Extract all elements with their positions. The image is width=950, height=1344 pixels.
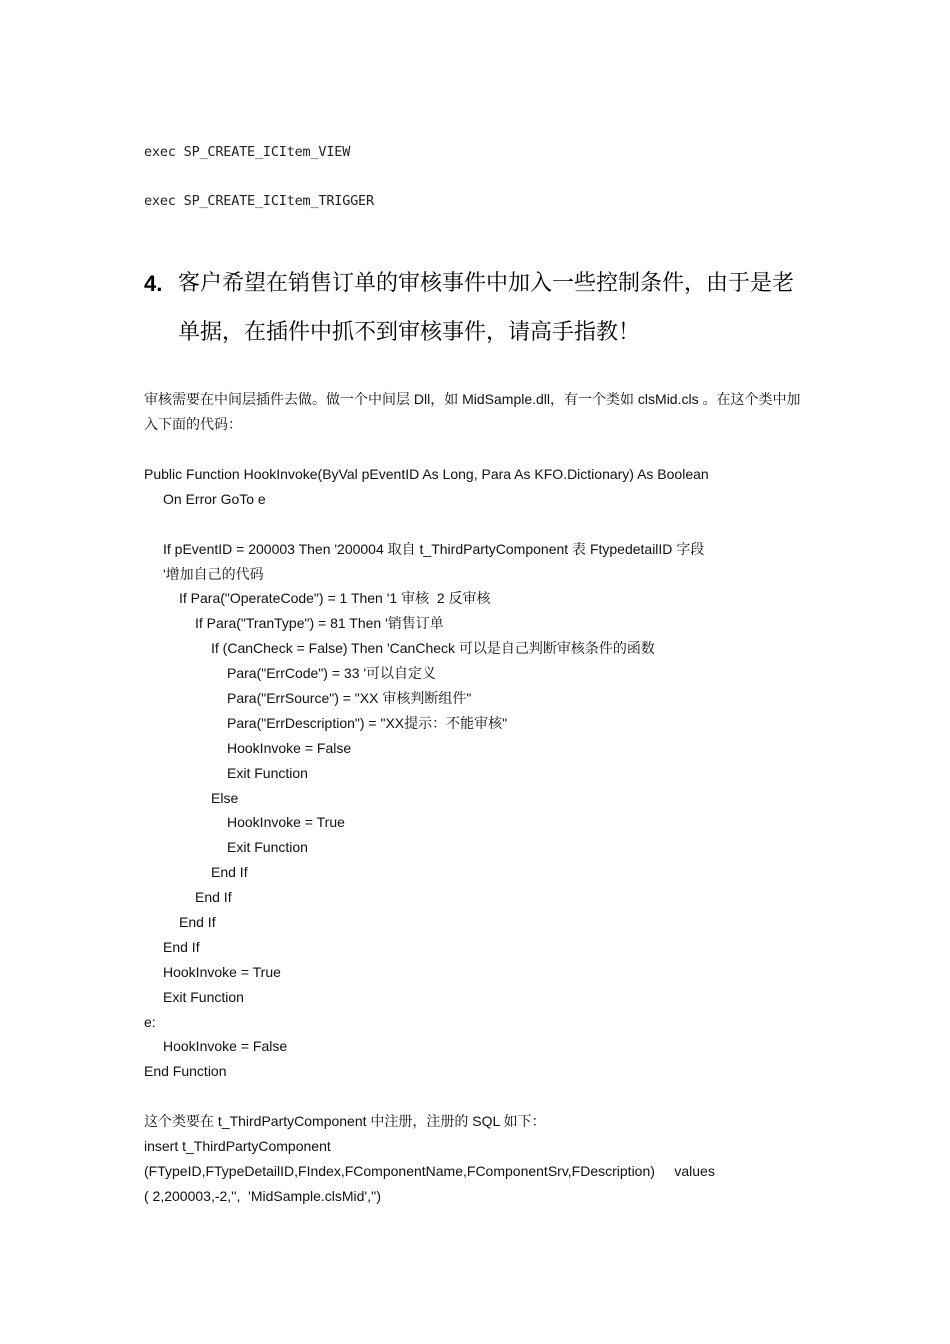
code-line: If pEventID = 200003 Then '200004 取自 t_ThirdPartyComponent 表 FtypedetailID 字段 (163, 540, 705, 557)
code-line: Public Function HookInvoke(ByVal pEventID As Long, Para As KFO.Dictionary) As Boolean (144, 466, 709, 482)
code-line: End If (163, 938, 200, 955)
code-line: Para("ErrDescription") = "XX提示：不能审核" (227, 714, 508, 731)
registration-sql-line-1: insert t_ThirdPartyComponent (144, 1138, 331, 1154)
code-line: Exit Function (163, 988, 244, 1005)
code-line: If Para("TranType") = 81 Then '销售订单 (195, 615, 444, 632)
code-line: End If (195, 889, 232, 906)
code-line: End Function (144, 1063, 227, 1080)
registration-sql-line-2: (FTypeID,FTypeDetailID,FIndex,FComponentName,FComponentSrv,FDescription) values (144, 1163, 715, 1179)
code-block (144, 462, 824, 1084)
code-line: HookInvoke = True (227, 814, 345, 831)
code-line: If Para("OperateCode") = 1 Then '1 审核 2 反审核 (179, 590, 491, 607)
code-line: If (CanCheck = False) Then 'CanCheck 可以是自己判断审核条件的函数 (211, 640, 655, 657)
code-line: Para("ErrCode") = 33 '可以自定义 (227, 665, 437, 682)
code-line: HookInvoke = True (163, 963, 281, 980)
sql-command-view: exec SP_CREATE_ICItem_VIEW (144, 144, 351, 160)
code-line: Exit Function (227, 764, 308, 781)
code-line: On Error GoTo e (163, 490, 266, 507)
question-line-2: 单据，在插件中抓不到审核事件，请高手指教！ (178, 320, 641, 345)
registration-section (144, 1109, 824, 1209)
registration-sql-line-3: ( 2,200003,-2,'', 'MidSample.clsMid','') (144, 1188, 382, 1204)
code-line: Para("ErrSource") = "XX 审核判断组件" (227, 690, 472, 707)
code-line: Exit Function (227, 839, 308, 856)
registration-note: 这个类要在 t_ThirdPartyComponent 中注册，注册的 SQL 如下： (144, 1113, 546, 1129)
code-line: HookInvoke = False (227, 739, 352, 756)
code-line: End If (179, 914, 216, 931)
code-line: '增加自己的代码 (163, 565, 264, 582)
answer-intro-paragraph: 审核需要在中间层插件去做。做一个中间层 Dll，如 MidSample.dll，有一个类如 clsMid.cls 。在这个类中加入下面的代码： (144, 391, 801, 432)
code-line: e: (144, 1013, 156, 1030)
sql-command-trigger: exec SP_CREATE_ICItem_TRIGGER (144, 193, 374, 209)
question-line-1: 客户希望在销售订单的审核事件中加入一些控制条件，由于是老 (178, 271, 795, 296)
question-heading (144, 259, 824, 357)
code-line: Else (211, 789, 239, 806)
code-line: End If (211, 864, 248, 881)
code-line (144, 512, 824, 537)
question-number: 4. (144, 271, 163, 296)
code-line: HookInvoke = False (163, 1038, 288, 1055)
